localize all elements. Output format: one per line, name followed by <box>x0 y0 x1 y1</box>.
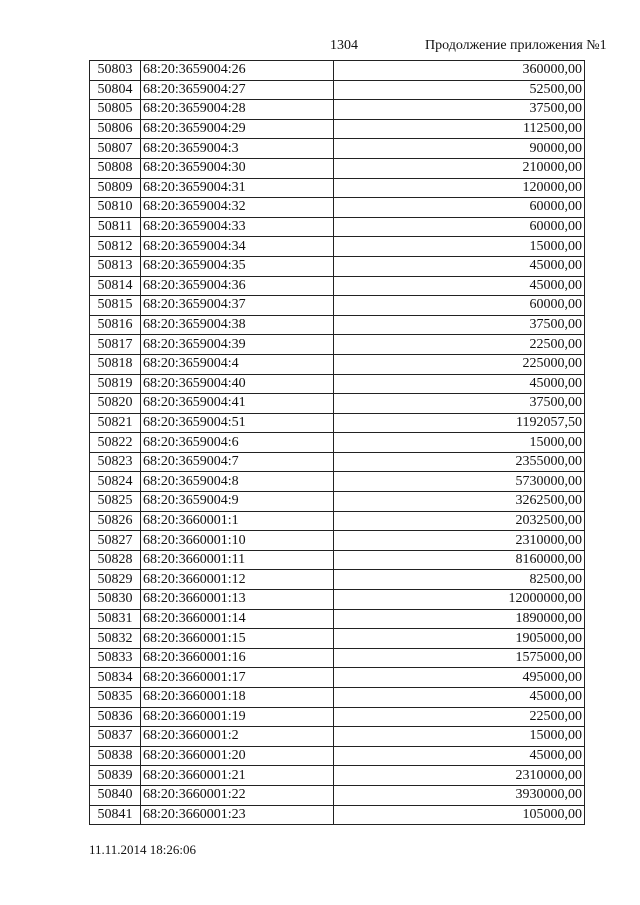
amount-value: 1192057,50 <box>334 413 585 433</box>
table-row <box>90 139 585 159</box>
table-row <box>90 590 585 610</box>
amount-value: 52500,00 <box>334 80 585 100</box>
cadastral-number: 68:20:3659004:36 <box>141 276 334 296</box>
amount-value: 45000,00 <box>334 374 585 394</box>
cadastral-number: 68:20:3659004:39 <box>141 335 334 355</box>
table-row <box>90 217 585 237</box>
amount-value: 45000,00 <box>334 746 585 766</box>
amount-value: 112500,00 <box>334 119 585 139</box>
table-row <box>90 354 585 374</box>
cadastral-number: 68:20:3660001:23 <box>141 805 334 825</box>
table-row <box>90 452 585 472</box>
row-number: 50824 <box>90 472 141 492</box>
table-row <box>90 276 585 296</box>
row-number: 50832 <box>90 629 141 649</box>
table-row <box>90 256 585 276</box>
amount-value: 2310000,00 <box>334 766 585 786</box>
amount-value: 210000,00 <box>334 158 585 178</box>
cadastral-number: 68:20:3659004:32 <box>141 198 334 218</box>
amount-value: 60000,00 <box>334 198 585 218</box>
cadastral-number: 68:20:3660001:11 <box>141 550 334 570</box>
table-row <box>90 198 585 218</box>
amount-value: 90000,00 <box>334 139 585 159</box>
amount-value: 15000,00 <box>334 727 585 747</box>
row-number: 50822 <box>90 433 141 453</box>
table-row <box>90 629 585 649</box>
cadastral-number: 68:20:3659004:28 <box>141 100 334 120</box>
amount-value: 15000,00 <box>334 237 585 257</box>
amount-value: 22500,00 <box>334 707 585 727</box>
table-row <box>90 178 585 198</box>
table-row <box>90 158 585 178</box>
row-number: 50811 <box>90 217 141 237</box>
cadastral-number: 68:20:3660001:2 <box>141 727 334 747</box>
row-number: 50812 <box>90 237 141 257</box>
table-row <box>90 707 585 727</box>
row-number: 50808 <box>90 158 141 178</box>
amount-value: 1890000,00 <box>334 609 585 629</box>
row-number: 50838 <box>90 746 141 766</box>
cadastral-number: 68:20:3659004:9 <box>141 492 334 512</box>
row-number: 50816 <box>90 315 141 335</box>
cadastral-number: 68:20:3659004:51 <box>141 413 334 433</box>
table-row <box>90 433 585 453</box>
row-number: 50828 <box>90 550 141 570</box>
cadastral-number: 68:20:3659004:27 <box>141 80 334 100</box>
row-number: 50831 <box>90 609 141 629</box>
cadastral-number: 68:20:3659004:34 <box>141 237 334 257</box>
row-number: 50810 <box>90 198 141 218</box>
row-number: 50841 <box>90 805 141 825</box>
row-number: 50823 <box>90 452 141 472</box>
row-number: 50807 <box>90 139 141 159</box>
row-number: 50833 <box>90 648 141 668</box>
cadastral-number: 68:20:3660001:19 <box>141 707 334 727</box>
cadastral-number: 68:20:3659004:40 <box>141 374 334 394</box>
row-number: 50818 <box>90 354 141 374</box>
row-number: 50829 <box>90 570 141 590</box>
table-row <box>90 296 585 316</box>
cadastral-number: 68:20:3660001:16 <box>141 648 334 668</box>
table-row <box>90 550 585 570</box>
row-number: 50836 <box>90 707 141 727</box>
row-number: 50830 <box>90 590 141 610</box>
row-number: 50827 <box>90 531 141 551</box>
cadastral-number: 68:20:3660001:21 <box>141 766 334 786</box>
amount-value: 120000,00 <box>334 178 585 198</box>
cadastral-number: 68:20:3659004:8 <box>141 472 334 492</box>
table-row <box>90 394 585 414</box>
amount-value: 15000,00 <box>334 433 585 453</box>
cadastral-number: 68:20:3660001:17 <box>141 668 334 688</box>
cadastral-number: 68:20:3660001:1 <box>141 511 334 531</box>
table-body <box>90 61 585 825</box>
row-number: 50804 <box>90 80 141 100</box>
amount-value: 45000,00 <box>334 688 585 708</box>
cadastral-number: 68:20:3659004:37 <box>141 296 334 316</box>
row-number: 50835 <box>90 688 141 708</box>
table-row <box>90 335 585 355</box>
amount-value: 45000,00 <box>334 256 585 276</box>
amount-value: 1575000,00 <box>334 648 585 668</box>
amount-value: 225000,00 <box>334 354 585 374</box>
cadastral-number: 68:20:3659004:35 <box>141 256 334 276</box>
amount-value: 82500,00 <box>334 570 585 590</box>
row-number: 50803 <box>90 61 141 81</box>
amount-value: 105000,00 <box>334 805 585 825</box>
table-row <box>90 315 585 335</box>
table-row <box>90 688 585 708</box>
row-number: 50815 <box>90 296 141 316</box>
cadastral-number: 68:20:3660001:20 <box>141 746 334 766</box>
cadastral-number: 68:20:3659004:33 <box>141 217 334 237</box>
amount-value: 60000,00 <box>334 217 585 237</box>
row-number: 50817 <box>90 335 141 355</box>
cadastral-number: 68:20:3659004:30 <box>141 158 334 178</box>
row-number: 50826 <box>90 511 141 531</box>
amount-value: 37500,00 <box>334 394 585 414</box>
table-row <box>90 668 585 688</box>
cadastral-number: 68:20:3659004:31 <box>141 178 334 198</box>
row-number: 50840 <box>90 785 141 805</box>
table-row <box>90 766 585 786</box>
cadastral-number: 68:20:3659004:7 <box>141 452 334 472</box>
cadastral-number: 68:20:3659004:4 <box>141 354 334 374</box>
cadastral-number: 68:20:3660001:14 <box>141 609 334 629</box>
page-header <box>0 38 640 58</box>
table-row <box>90 492 585 512</box>
amount-value: 360000,00 <box>334 61 585 81</box>
row-number: 50819 <box>90 374 141 394</box>
cadastral-number: 68:20:3659004:6 <box>141 433 334 453</box>
row-number: 50806 <box>90 119 141 139</box>
amount-value: 2355000,00 <box>334 452 585 472</box>
row-number: 50805 <box>90 100 141 120</box>
table-row <box>90 805 585 825</box>
amount-value: 2310000,00 <box>334 531 585 551</box>
amount-value: 3930000,00 <box>334 785 585 805</box>
table-row <box>90 785 585 805</box>
data-table <box>89 60 585 825</box>
cadastral-number: 68:20:3659004:38 <box>141 315 334 335</box>
amount-value: 37500,00 <box>334 100 585 120</box>
row-number: 50834 <box>90 668 141 688</box>
row-number: 50809 <box>90 178 141 198</box>
cadastral-number: 68:20:3659004:3 <box>141 139 334 159</box>
table-row <box>90 374 585 394</box>
table-row <box>90 609 585 629</box>
amount-value: 1905000,00 <box>334 629 585 649</box>
table-row <box>90 531 585 551</box>
cadastral-number: 68:20:3659004:41 <box>141 394 334 414</box>
amount-value: 22500,00 <box>334 335 585 355</box>
table-row <box>90 413 585 433</box>
cadastral-number: 68:20:3659004:26 <box>141 61 334 81</box>
table-row <box>90 472 585 492</box>
table-row <box>90 746 585 766</box>
amount-value: 495000,00 <box>334 668 585 688</box>
amount-value: 2032500,00 <box>334 511 585 531</box>
page-number: 1304 <box>330 38 358 53</box>
amount-value: 8160000,00 <box>334 550 585 570</box>
cadastral-number: 68:20:3660001:18 <box>141 688 334 708</box>
table-row <box>90 119 585 139</box>
table-row <box>90 80 585 100</box>
cadastral-number: 68:20:3660001:22 <box>141 785 334 805</box>
table-row <box>90 61 585 81</box>
table-row <box>90 648 585 668</box>
amount-value: 37500,00 <box>334 315 585 335</box>
row-number: 50820 <box>90 394 141 414</box>
amount-value: 45000,00 <box>334 276 585 296</box>
cadastral-number: 68:20:3660001:15 <box>141 629 334 649</box>
table-row <box>90 511 585 531</box>
cadastral-number: 68:20:3660001:10 <box>141 531 334 551</box>
table-row <box>90 727 585 747</box>
footer-timestamp: 11.11.2014 18:26:06 <box>89 842 197 857</box>
table-row <box>90 570 585 590</box>
amount-value: 12000000,00 <box>334 590 585 610</box>
row-number: 50839 <box>90 766 141 786</box>
row-number: 50837 <box>90 727 141 747</box>
amount-value: 5730000,00 <box>334 472 585 492</box>
cadastral-number: 68:20:3659004:29 <box>141 119 334 139</box>
row-number: 50814 <box>90 276 141 296</box>
amount-value: 3262500,00 <box>334 492 585 512</box>
row-number: 50825 <box>90 492 141 512</box>
table-row <box>90 100 585 120</box>
row-number: 50821 <box>90 413 141 433</box>
cadastral-number: 68:20:3660001:13 <box>141 590 334 610</box>
cadastral-number: 68:20:3660001:12 <box>141 570 334 590</box>
amount-value: 60000,00 <box>334 296 585 316</box>
appendix-title: Продолжение приложения №1 <box>425 38 607 53</box>
table-row <box>90 237 585 257</box>
row-number: 50813 <box>90 256 141 276</box>
